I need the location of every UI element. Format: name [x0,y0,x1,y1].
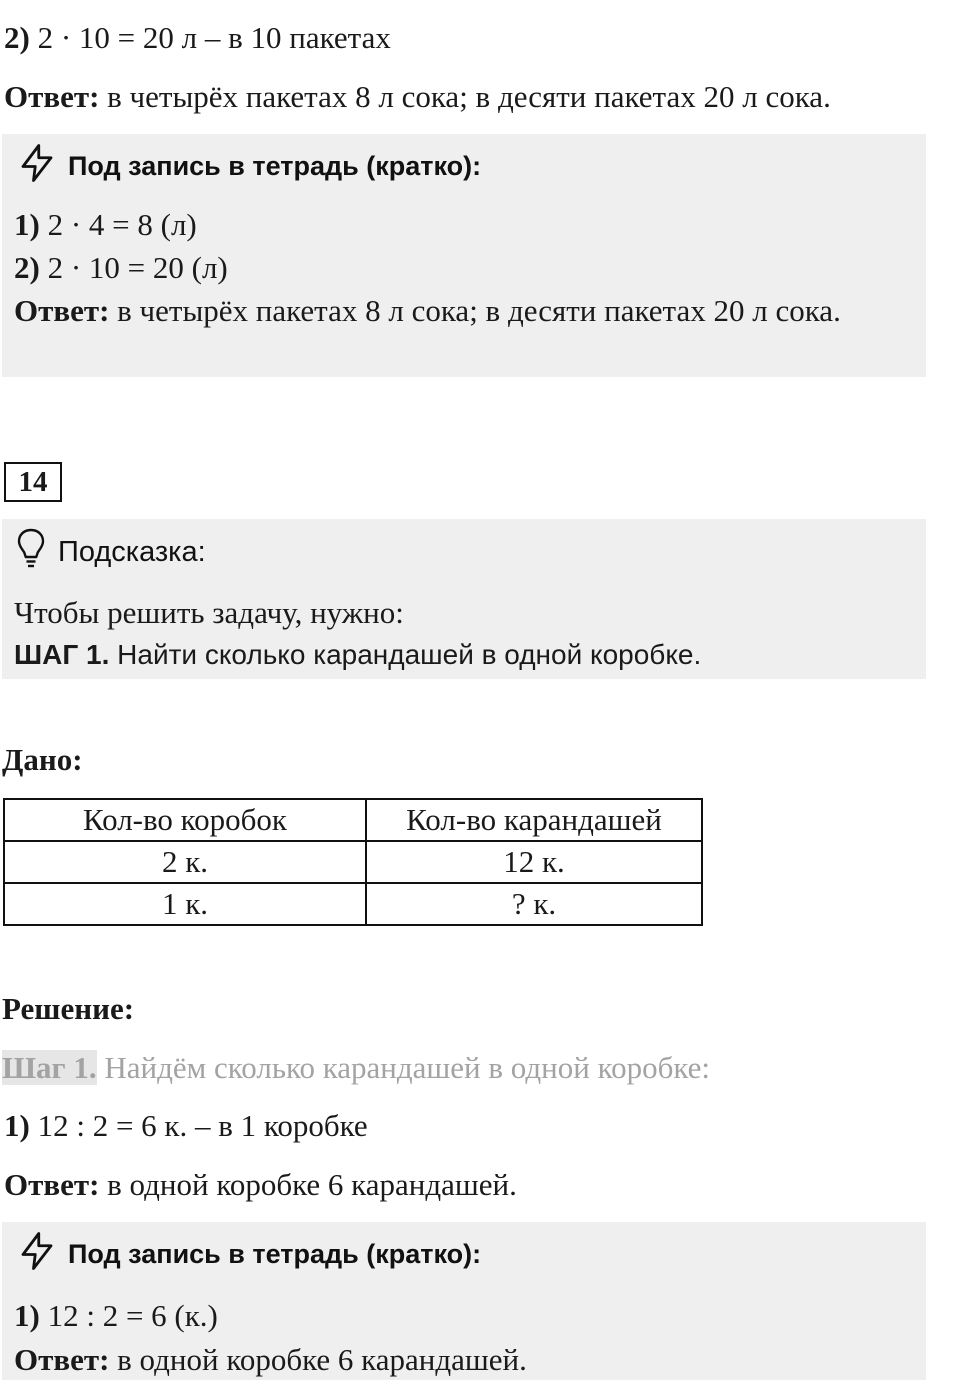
hint-step-label: ШАГ 1. [14,639,110,670]
line-number: 2) [4,20,30,55]
table-header-cell: Кол-во карандашей [366,799,702,841]
table-cell: 2 к. [4,841,366,883]
line-text: 2 · 10 = 20 л – в 10 пакетах [37,20,391,55]
solution-step [2,1050,710,1086]
solution-answer: Ответ: в одной коробке 6 карандашей. [4,1167,517,1202]
solution-step-label: Шаг 1. [2,1050,97,1085]
table-header-row [4,799,702,841]
task-number: 14 [4,462,62,502]
notebook-answer: Ответ: в четырёх пакетах 8 л сока; в десяти пакетах 20 л сока. [14,293,841,328]
lightning-icon [16,142,68,191]
answer-label: Ответ: [4,79,100,114]
solution-line-1: 1) 12 : 2 = 6 к. – в 1 коробке [4,1108,368,1143]
hint-title: Подсказка: [16,527,206,577]
notebook-title: Под запись в тетрадь (кратко): [16,142,481,191]
answer-text: в четырёх пакетах 8 л сока; в десяти пакетах 20 л сока. [107,79,831,114]
given-table [3,798,703,926]
notebook-box [2,134,926,377]
hint-step [14,639,701,671]
lightbulb-icon [16,527,58,577]
given-label: Дано: [2,742,83,777]
table-cell: ? к. [366,883,702,925]
table-cell: 1 к. [4,883,366,925]
answer-line [4,79,831,115]
notebook-box [2,1222,926,1380]
solution-step-text: Найдём сколько карандашей в одной коробке: [104,1050,711,1085]
solution-line-2 [4,20,391,56]
table-row [4,883,702,925]
lightning-icon [16,1230,68,1279]
notebook-title: Под запись в тетрадь (кратко): [16,1230,481,1279]
hint-box [2,519,926,679]
hint-text: Чтобы решить задачу, нужно: [14,595,404,630]
table-cell: 12 к. [366,841,702,883]
hint-step-text: Найти сколько карандашей в одной коробке. [117,639,702,670]
solution-label: Решение: [2,991,135,1026]
notebook-line-1: 1) 2 · 4 = 8 (л) [14,207,197,242]
notebook-line-1: 1) 12 : 2 = 6 (к.) [14,1298,218,1333]
table-row [4,841,702,883]
table-header-cell: Кол-во коробок [4,799,366,841]
notebook-line-2: 2) 2 · 10 = 20 (л) [14,250,228,285]
notebook-answer: Ответ: в одной коробке 6 карандашей. [14,1342,527,1377]
